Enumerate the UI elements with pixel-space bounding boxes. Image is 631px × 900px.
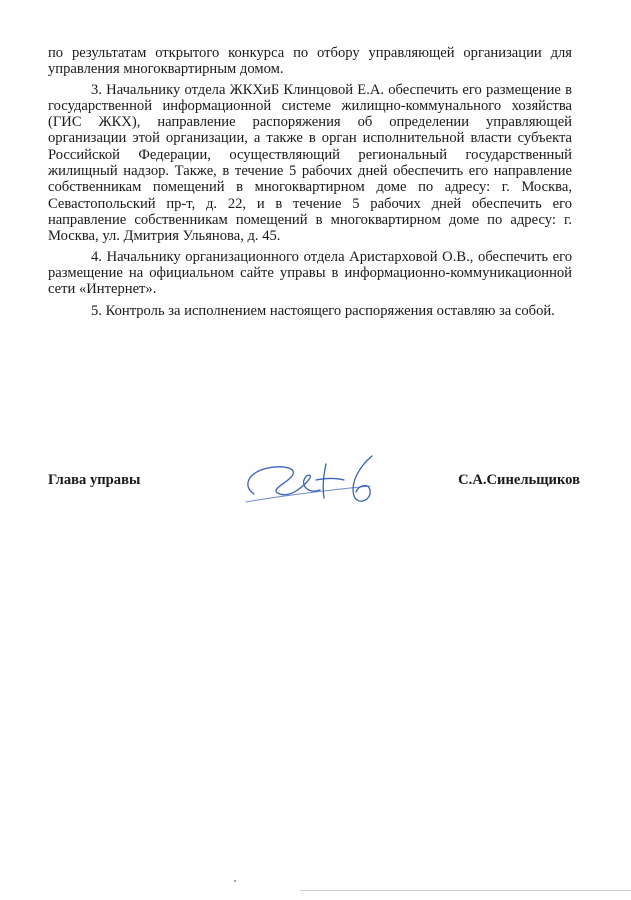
signature-block	[0, 450, 631, 510]
signer-name: С.А.Синельщиков	[458, 472, 580, 488]
scan-edge-line	[300, 890, 631, 891]
paragraph-continuation: по результатам открытого конкурса по отбору управляющей организации для управления многоквартирным домом.	[48, 45, 572, 78]
paragraph-item-4: 4. Начальнику организационного отдела Аристарховой О.В., обеспечить его размещение на официальном сайте управы в информационно-коммуникационной сети «Интернет».	[48, 248, 572, 298]
scan-artifact	[234, 880, 236, 882]
paragraph-item-5: 5. Контроль за исполнением настоящего распоряжения оставляю за собой.	[91, 303, 555, 320]
paragraph-item-3: 3. Начальнику отдела ЖКХиБ Клинцовой Е.А. обеспечить его размещение в государственной информационной системе жилищно-коммунального хозяйства (ГИС ЖКХ), направление распоряжения об определении управляющей организации этой организации, а также в орган исполнительной власти субъекта Российской Федерации, осуществляющий региональный государственный жилищный надзор. Также, в течение 5 рабочих дней обеспечить его направление собственникам помещений в многоквартирном доме по адресу: г. Москва, Севастопольский пр-т, д. 22, и в течение 5 рабочих дней обеспечить его направление собственникам помещений в многоквартирном доме по адресу: г. Москва, ул. Дмитрия Ульянова, д. 45.	[48, 81, 572, 245]
handwritten-signature	[240, 450, 390, 510]
signatory-position: Глава управы	[48, 472, 141, 488]
document-body	[48, 45, 572, 320]
